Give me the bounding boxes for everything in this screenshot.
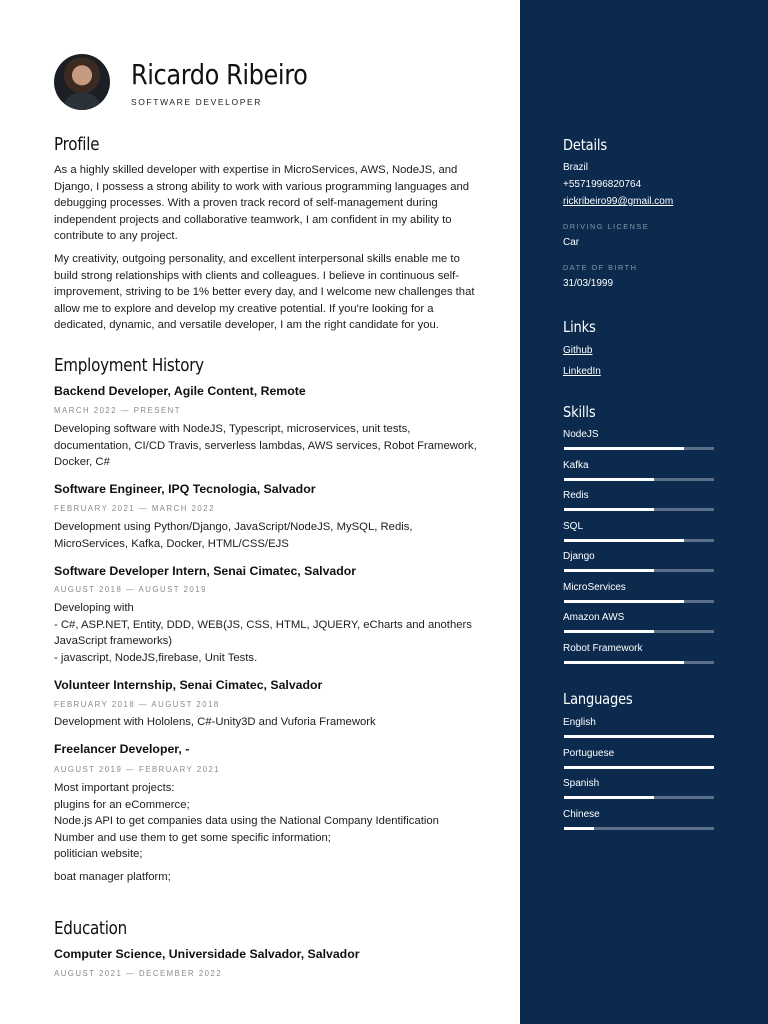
profile-paragraph-2: My creativity, outgoing personality, and excellent interpersonal skills enable me to build strong relationships with clients and colleagues. I believe in continuous self-improvement, striving to be 1% better every day, and I welcome new challenges that allow me to explore and develop my creative potential. If you're looking for a dedicated, dynamic, and versatile developer, I am the right candidate for you. <box>54 253 475 331</box>
skill-level-bar <box>564 569 714 572</box>
skill-level-bar <box>564 630 714 633</box>
job-dates: MARCH 2022 — PRESENT <box>54 406 182 415</box>
profile-photo <box>54 54 110 110</box>
skills-heading: Skills <box>563 403 596 421</box>
skill-level-bar <box>564 539 714 542</box>
language-level-fill <box>564 827 594 830</box>
driving-license-value: Car <box>563 237 580 248</box>
education-heading: Education <box>54 918 128 939</box>
skill-name: Amazon AWS <box>563 612 625 623</box>
github-link[interactable]: Github <box>563 345 593 356</box>
skill-name: NodeJS <box>563 429 599 440</box>
skill-level-fill <box>564 569 654 572</box>
candidate-role: SOFTWARE DEVELOPER <box>131 97 262 107</box>
job-description: Developing with - C#, ASP.NET, Entity, DDD, WEB(JS, CSS, HTML, JQUERY, eCharts and anothers JavaScript frameworks) - javascript, NodeJS,firebase, Unit Tests. <box>54 602 472 664</box>
skill-name: Redis <box>563 490 589 501</box>
job-dates: AUGUST 2018 — AUGUST 2019 <box>54 585 207 594</box>
date-of-birth-value: 31/03/1999 <box>563 278 614 289</box>
candidate-name: Ricardo Ribeiro <box>131 58 308 91</box>
employment-heading: Employment History <box>54 355 204 376</box>
job-title: Software Engineer, IPQ Tecnologia, Salvador <box>54 482 316 496</box>
language-name: Portuguese <box>563 747 615 759</box>
links-heading: Links <box>563 318 596 336</box>
details-phone: +5571996820764 <box>563 179 642 190</box>
profile-paragraph-1: As a highly skilled developer with expertise in MicroServices, AWS, NodeJS, and Django, I possess a strong ability to work with various programming languages and debugging processes. With a proven track record of self-management during independent projects and collaborative teamwork, I am confident in my ability to contribute to any project. <box>54 164 470 242</box>
job-title: Backend Developer, Agile Content, Remote <box>54 384 306 398</box>
job-description: Most important projects: plugins for an eCommerce; Node.js API to get companies data using the National Company Identification Number and use them to get some specific information; politician website; <box>54 782 439 860</box>
date-of-birth-label: DATE OF BIRTH <box>563 263 638 272</box>
skill-level-fill <box>564 661 684 664</box>
skill-name: Django <box>563 551 595 562</box>
language-level-bar <box>564 766 714 769</box>
driving-license-label: DRIVING LICENSE <box>563 222 650 231</box>
skill-level-fill <box>564 508 654 511</box>
job-title: Freelancer Developer, - <box>54 742 190 756</box>
skill-level-bar <box>564 478 714 481</box>
details-email-link[interactable]: rickribeiro99@gmail.com <box>563 196 674 207</box>
skill-name: Robot Framework <box>563 642 643 654</box>
skill-level-fill <box>564 630 654 633</box>
job-dates: AUGUST 2019 — FEBRUARY 2021 <box>54 765 221 774</box>
skill-level-bar <box>564 447 714 450</box>
language-level-fill <box>564 735 714 738</box>
language-level-fill <box>564 766 714 769</box>
skill-name: MicroServices <box>563 581 626 593</box>
language-level-fill <box>564 796 654 799</box>
skill-level-fill <box>564 539 684 542</box>
job-title: Volunteer Internship, Senai Cimatec, Salvador <box>54 678 323 692</box>
language-name: English <box>563 717 596 728</box>
job-description: Development with Hololens, C#-Unity3D and Vuforia Framework <box>54 716 376 728</box>
language-name: Chinese <box>563 808 600 820</box>
job-title: Software Developer Intern, Senai Cimatec, Salvador <box>54 564 357 578</box>
resume-sidebar <box>520 0 768 1024</box>
linkedin-link[interactable]: LinkedIn <box>563 366 601 377</box>
job-description: Developing software with NodeJS, Typescript, microservices, unit tests, documentation, CI/CD Travis, serverless lambdas, AWS services, Robot Framework, Docker, C# <box>54 423 477 468</box>
languages-heading: Languages <box>563 690 633 708</box>
skill-level-fill <box>564 478 654 481</box>
education-title: Computer Science, Universidade Salvador, Salvador <box>54 947 360 961</box>
job-description: Development using Python/Django, JavaScript/NodeJS, MySQL, Redis, MicroServices, Kafka, Docker, HTML/CSS/EJS <box>54 521 413 550</box>
skill-level-bar <box>564 600 714 603</box>
skill-name: SQL <box>563 520 584 532</box>
language-level-bar <box>564 796 714 799</box>
skill-level-bar <box>564 661 714 664</box>
skill-name: Kafka <box>563 459 589 471</box>
job-dates: FEBRUARY 2021 — MARCH 2022 <box>54 504 215 513</box>
skill-level-fill <box>564 447 684 450</box>
language-name: Spanish <box>563 778 600 789</box>
details-country: Brazil <box>563 162 589 173</box>
job-dates: FEBRUARY 2018 — AUGUST 2018 <box>54 700 220 709</box>
skill-level-fill <box>564 600 684 603</box>
job-description-extra: boat manager platform; <box>54 871 171 883</box>
skill-level-bar <box>564 508 714 511</box>
profile-heading: Profile <box>54 134 100 155</box>
details-heading: Details <box>563 136 607 154</box>
language-level-bar <box>564 827 714 830</box>
language-level-bar <box>564 735 714 738</box>
education-dates: AUGUST 2021 — DECEMBER 2022 <box>54 969 223 978</box>
